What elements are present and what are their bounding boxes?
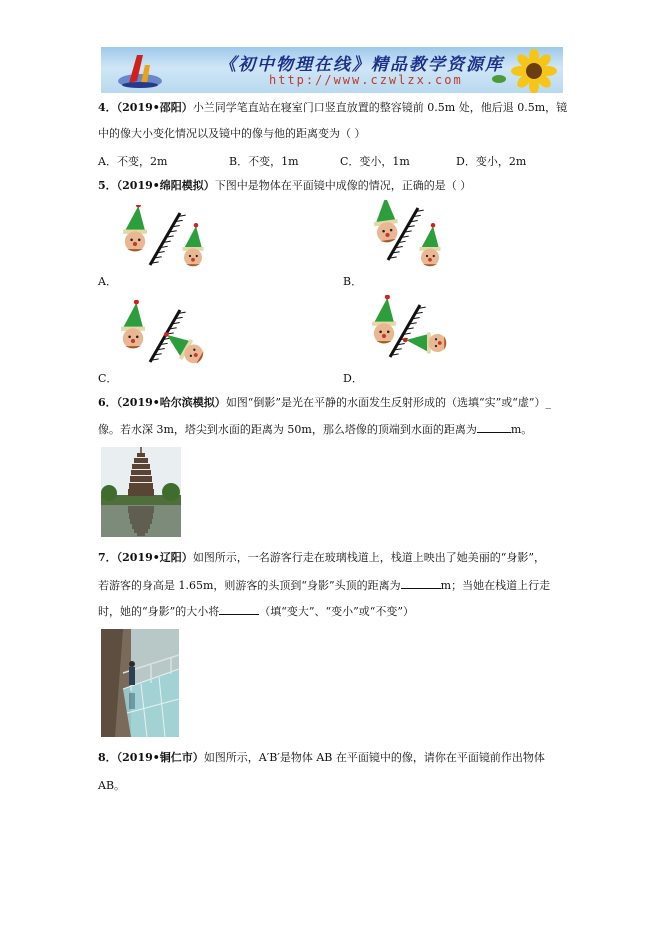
header-banner (101, 47, 563, 93)
q6-line2: 像。若水深 3m，塔尖到水面的距离为 50m，那么塔像的顶端到水面的距离为 m。 (98, 423, 533, 436)
q4-line2: 中的像大小变化情况以及镜中的像与他的距离变为（ ） (98, 127, 366, 140)
q7-answer-blank-2[interactable] (219, 604, 259, 615)
q5-line1: 5．（2019•绵阳模拟）下图中是物体在平面镜中成像的情况，正确的是（ ） (98, 179, 472, 192)
banner-title: 《初中物理在线》精品教学资源库 (219, 55, 504, 75)
q5-label-c: C． (98, 372, 118, 385)
q5-figure-c (115, 300, 215, 385)
q6-answer-blank[interactable] (477, 422, 511, 433)
q5-figure-d (368, 295, 468, 380)
q7-line1: 7．（2019•辽阳）如图所示，一名游客行走在玻璃栈道上，栈道上映出了她美丽的“身影”， (98, 551, 546, 564)
q5-label-a: A． (98, 275, 117, 288)
q7-answer-blank-1[interactable] (401, 578, 441, 589)
logo-icon (115, 51, 165, 91)
q4-option-d: D．变小，2m (456, 155, 527, 168)
q6-line1: 6．（2019•哈尔滨模拟）如图“倒影”是光在平静的水面发生反射形成的（选填“实”或“虚”）_ (98, 396, 552, 409)
q8-line2: AB。 (98, 779, 126, 792)
q4-option-c: C．变小，1m (340, 155, 410, 168)
q4-option-a: A．不变，2m (98, 155, 168, 168)
pagoda-reflection-photo (101, 447, 181, 537)
q5-label-b: B． (343, 275, 363, 288)
glass-walkway-photo (101, 629, 179, 737)
q7-line2: 若游客的身高是 1.65m，则游客的头顶到“身影”头顶的距离为 m；当她在栈道上行走 (98, 579, 551, 592)
q4-option-b: B．不变，1m (229, 155, 299, 168)
q4-line1: 4．（2019•邵阳）小兰同学笔直站在寝室门口竖直放置的整容镜前 0.5m 处，他后退 0.5m，镜 (98, 101, 568, 114)
banner-url: http://www.czwlzx.com (269, 73, 463, 87)
q7-line3: 时，她的“身影”的大小将 （填“变大”、“变小”或“不变”） (98, 605, 414, 618)
q8-line1: 8．（2019•铜仁市）如图所示，A′B′是物体 AB 在平面镜中的像，请你在平面镜前作出物体 (98, 751, 545, 764)
q5-label-d: D． (343, 372, 363, 385)
q5-figure-a (115, 205, 215, 285)
sunflower-icon (489, 49, 559, 93)
q5-figure-b (368, 200, 468, 285)
